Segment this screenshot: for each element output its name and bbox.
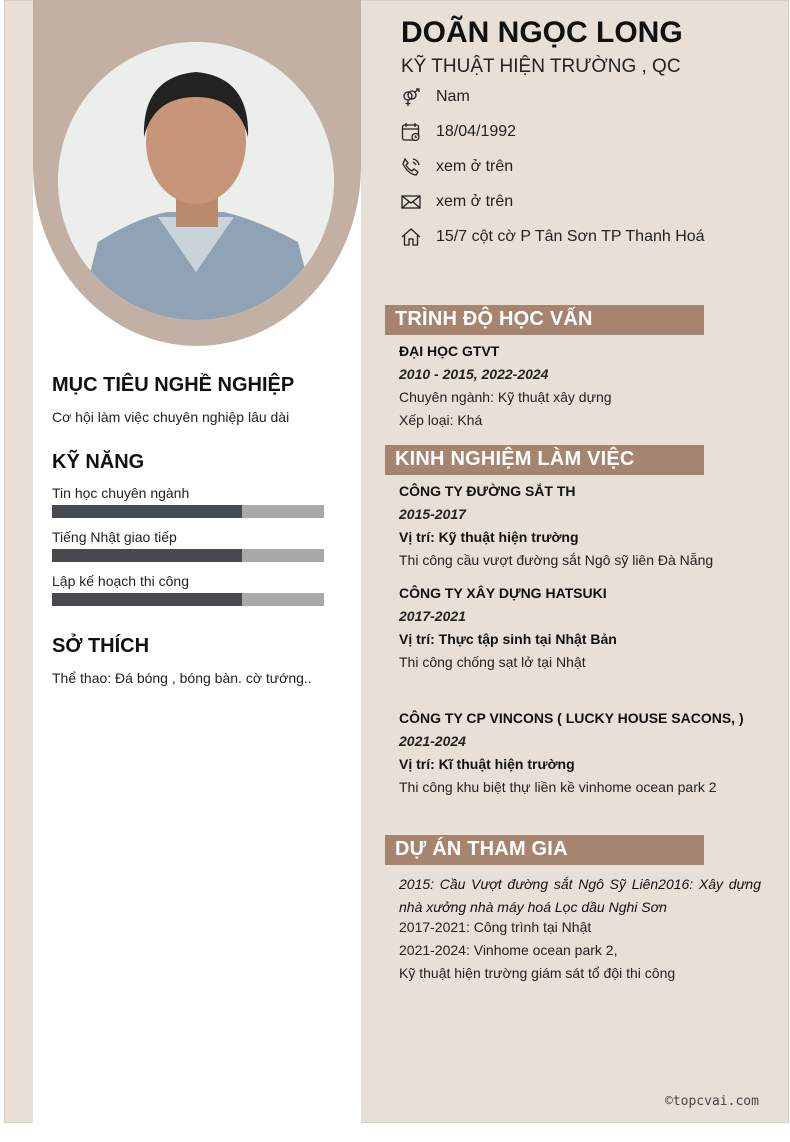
- job-description: Thi công cầu vượt đường sắt Ngô sỹ liên Đà Nẵng: [399, 552, 714, 568]
- phone-icon: [401, 157, 421, 177]
- job-description: Thi công khu biệt thự liền kề vinhome ocean park 2: [399, 779, 717, 795]
- skill-bar-fill: [52, 505, 242, 518]
- birthday-value: 18/04/1992: [436, 123, 517, 140]
- job-years: 2017-2021: [399, 608, 466, 624]
- email-icon: [401, 192, 421, 212]
- job-position: Vị trí: Kĩ thuật hiện trường: [399, 756, 575, 772]
- calendar-icon: [401, 122, 421, 142]
- skill-bar-fill: [52, 549, 242, 562]
- address-value: 15/7 cột cờ P Tân Sơn TP Thanh Hoá: [436, 228, 705, 245]
- skill-label: Tiếng Nhật giao tiếp: [52, 529, 177, 545]
- email-value: xem ở trên: [436, 193, 514, 210]
- gender-value: Nam: [436, 88, 470, 105]
- skill-bar: [52, 593, 324, 606]
- job-position: Vị trí: Kỹ thuật hiện trường: [399, 529, 579, 545]
- skill-label: Lập kế hoạch thi công: [52, 573, 189, 589]
- candidate-name: DOÃN NGỌC LONG: [401, 16, 683, 49]
- skill-bar-fill: [52, 593, 242, 606]
- experience-heading: KINH NGHIỆM LÀM VIỆC: [385, 445, 704, 475]
- left-column: [33, 1, 361, 1123]
- project-line: 2015: Cầu Vượt đường sắt Ngô Sỹ Liên2016: Xây dựng nhà xưởng nhà máy hoá Lọc dầu Nghi Sơn: [399, 876, 761, 915]
- skill-bar: [52, 505, 324, 518]
- hobbies-text: Thể thao: Đá bóng , bóng bàn. cờ tướng..: [52, 670, 312, 686]
- projects-heading: DỰ ÁN THAM GIA: [385, 835, 704, 865]
- cv-page: [4, 0, 789, 1123]
- phone-value: xem ở trên: [436, 158, 514, 175]
- avatar-photo: [58, 42, 334, 320]
- watermark: ©topcvai.com: [665, 1094, 759, 1109]
- company-name: CÔNG TY CP VINCONS ( LUCKY HOUSE SACONS, ): [399, 710, 744, 726]
- job-position: Vị trí: Thực tập sinh tại Nhật Bản: [399, 631, 617, 647]
- company-name: CÔNG TY ĐƯỜNG SẮT TH: [399, 483, 576, 499]
- candidate-title: KỸ THUẬT HIỆN TRƯỜNG , QC: [401, 56, 681, 77]
- home-icon: [401, 227, 421, 247]
- job-description: Thi công chống sạt lở tại Nhật: [399, 654, 586, 670]
- project-line: Kỹ thuật hiện trường giám sát tổ đội thi công: [399, 965, 676, 981]
- company-name: CÔNG TY XÂY DỰNG HATSUKI: [399, 585, 607, 601]
- project-line: 2017-2021: Công trình tại Nhật: [399, 919, 592, 935]
- skill-label: Tin học chuyên ngành: [52, 485, 190, 501]
- education-grade: Xếp loại: Khá: [399, 412, 483, 428]
- skills-heading: KỸ NĂNG: [52, 451, 145, 473]
- project-line: 2021-2024: Vinhome ocean park 2,: [399, 942, 618, 958]
- education-major: Chuyên ngành: Kỹ thuật xây dựng: [399, 389, 612, 405]
- gender-icon: [401, 87, 421, 107]
- job-years: 2015-2017: [399, 506, 466, 522]
- objective-text: Cơ hội làm việc chuyên nghiệp lâu dài: [52, 409, 290, 425]
- skill-bar: [52, 549, 324, 562]
- job-years: 2021-2024: [399, 733, 466, 749]
- education-heading: TRÌNH ĐỘ HỌC VẤN: [385, 305, 704, 335]
- education-years: 2010 - 2015, 2022-2024: [399, 366, 549, 382]
- objective-heading: MỤC TIÊU NGHỀ NGHIỆP: [52, 374, 295, 396]
- hobbies-heading: SỞ THÍCH: [52, 635, 150, 657]
- school-name: ĐẠI HỌC GTVT: [399, 343, 500, 359]
